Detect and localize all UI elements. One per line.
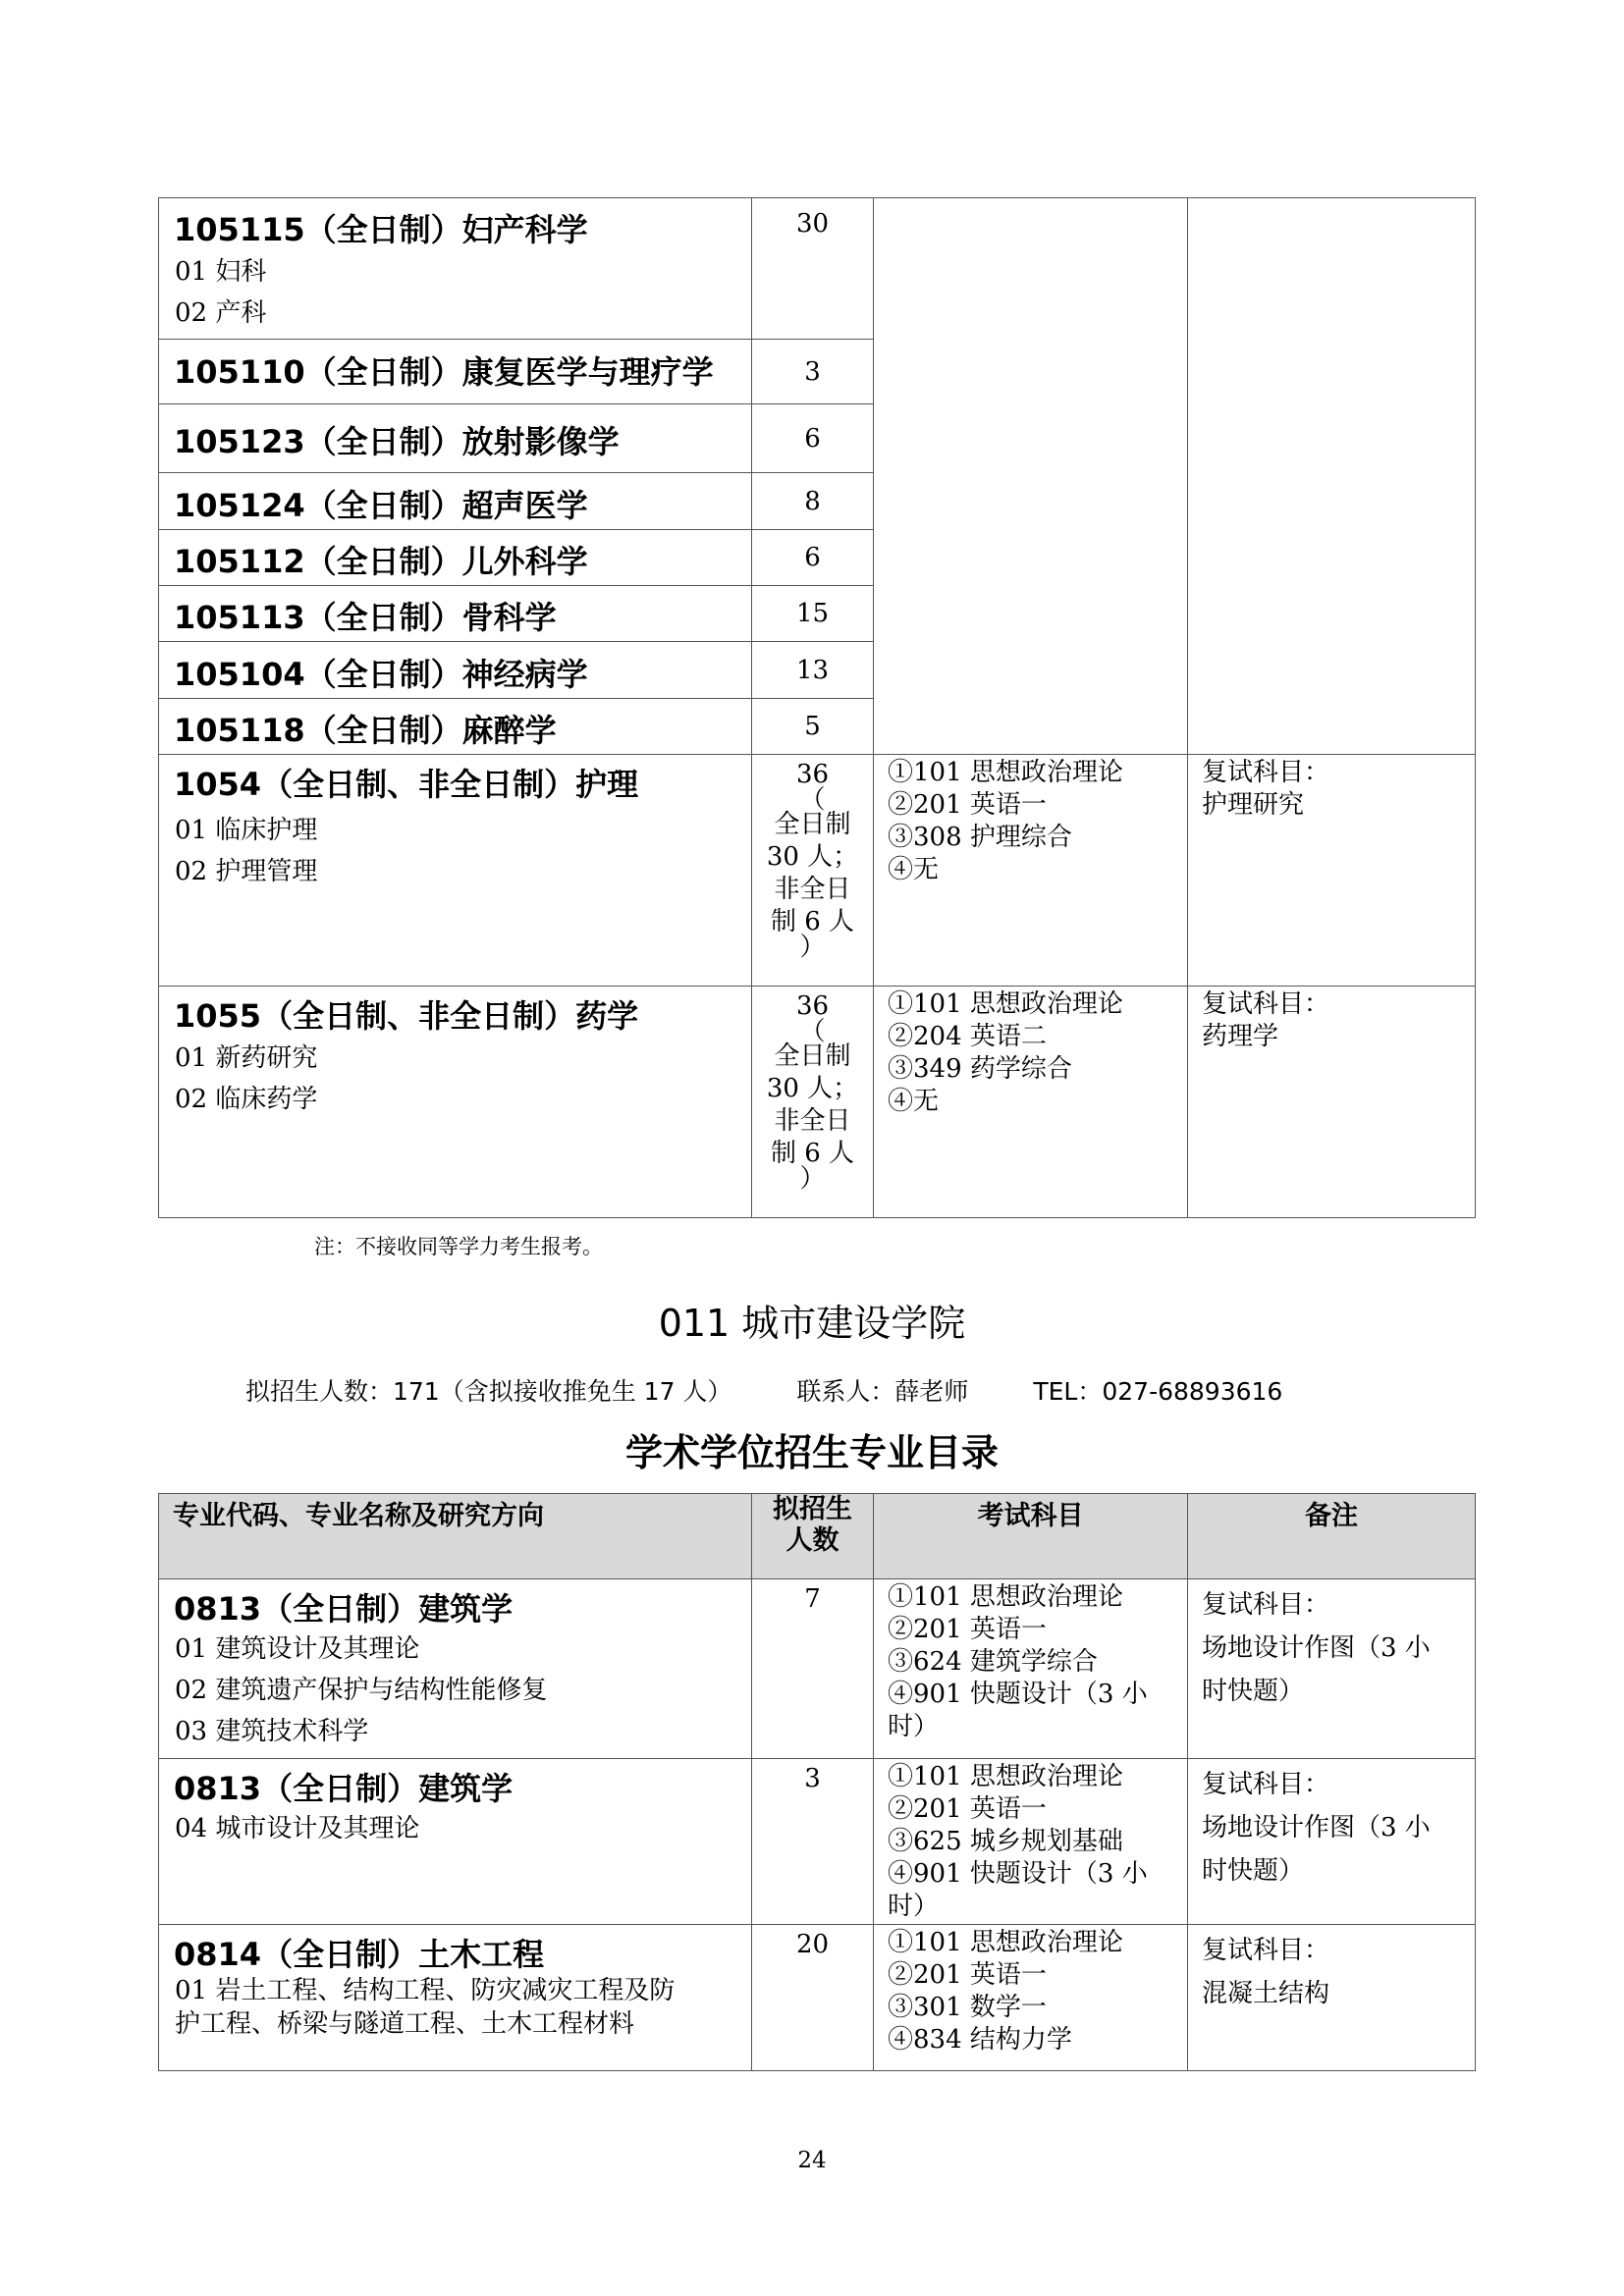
note-value: 时快题）	[1202, 1677, 1305, 1706]
count-paren: （	[799, 1017, 826, 1046]
contact-tel: TEL：027-68893616	[1033, 1377, 1283, 1406]
enroll-count: 3	[804, 356, 821, 387]
table-row	[159, 1759, 1476, 1925]
major-name: 105115（全日制）妇产科学	[174, 211, 588, 248]
note-cell	[1188, 1579, 1476, 1759]
note-text	[1188, 987, 1475, 1053]
exam-item: ①101 思想政治理论	[888, 989, 1123, 1019]
major-cell	[159, 699, 752, 755]
exams-cell	[874, 987, 1188, 1218]
major-cell	[159, 586, 752, 642]
exam-item: ③625 城乡规划基础	[888, 1827, 1123, 1856]
exam-item: ①101 思想政治理论	[888, 1928, 1123, 1957]
major-cell	[159, 530, 752, 586]
enroll-count: 6	[804, 423, 821, 454]
note-value: 混凝土结构	[1202, 1979, 1330, 2008]
enroll-total: 拟招生人数：171（含拟接收推免生 17 人）	[245, 1377, 732, 1406]
count-paren: （	[799, 785, 826, 815]
exams-cell	[874, 1925, 1188, 2071]
research-direction: 01 临床护理	[175, 816, 318, 845]
count-line: 30 人；	[766, 842, 859, 872]
exams-cell-empty	[874, 198, 1188, 755]
major-name: 105110（全日制）康复医学与理疗学	[174, 352, 714, 391]
exam-item: ①101 思想政治理论	[888, 758, 1123, 787]
exam-list	[874, 1925, 1187, 2056]
research-direction: 01 妇科	[175, 257, 267, 287]
enroll-count: 20	[795, 1930, 830, 1959]
exam-item: ①101 思想政治理论	[888, 1582, 1123, 1612]
major-cell	[159, 340, 752, 404]
note-text	[1188, 1759, 1475, 1893]
enroll-count: 15	[795, 599, 830, 628]
count-cell	[752, 1925, 874, 2071]
note-value: 场地设计作图（3 小	[1202, 1813, 1431, 1842]
enroll-count: 13	[795, 655, 830, 685]
header-exams: 考试科目	[874, 1494, 1188, 1579]
header-note: 备注	[1188, 1494, 1476, 1579]
note-cell	[1188, 755, 1476, 987]
exam-list	[874, 1759, 1187, 1923]
exam-item: 时）	[888, 1892, 940, 1921]
count-cell	[752, 699, 874, 755]
major-cell	[159, 987, 752, 1218]
count-total: 36	[795, 760, 830, 789]
major-name: 1054（全日制、非全日制）护理	[174, 766, 639, 803]
count-line: 30 人；	[766, 1074, 859, 1103]
exam-item: ④无	[888, 1087, 940, 1116]
major-name: 105113（全日制）骨科学	[174, 599, 557, 636]
note-cell-empty	[1188, 198, 1476, 755]
table-row	[159, 987, 1476, 1218]
enroll-count: 3	[804, 1764, 821, 1793]
major-name: 105118（全日制）麻醉学	[174, 712, 557, 749]
exam-list	[874, 1579, 1187, 1743]
exam-item: ②204 英语二	[888, 1022, 1047, 1051]
contact-person: 联系人：薛老师	[796, 1377, 969, 1406]
note-label: 复试科目：	[1202, 1936, 1330, 1965]
exam-item: ④834 结构力学	[888, 2025, 1072, 2055]
page-number: 24	[797, 2148, 827, 2173]
table-row	[159, 198, 1476, 340]
enrollment-table-architecture	[158, 1493, 1476, 2071]
note-cell	[1188, 1925, 1476, 2071]
note-value: 护理研究	[1202, 790, 1305, 820]
header-count	[752, 1494, 874, 1579]
major-name: 105112（全日制）儿外科学	[174, 543, 588, 580]
major-cell	[159, 404, 752, 473]
count-cell	[752, 198, 874, 340]
research-direction: 02 建筑遗产保护与结构性能修复	[175, 1676, 548, 1705]
note-text	[1188, 1579, 1475, 1713]
note-text	[1188, 755, 1475, 822]
major-name: 0813（全日制）建筑学	[174, 1770, 514, 1807]
research-direction: 02 产科	[175, 298, 267, 328]
research-direction: 01 岩土工程、结构工程、防灾减灾工程及防	[175, 1976, 676, 2005]
count-cell	[752, 1759, 874, 1925]
exam-item: ③301 数学一	[888, 1993, 1047, 2022]
exam-item: 时）	[888, 1712, 940, 1741]
exam-item: ①101 思想政治理论	[888, 1762, 1123, 1791]
exams-cell	[874, 1759, 1188, 1925]
major-name: 0813（全日制）建筑学	[174, 1590, 514, 1628]
note-cell	[1188, 1759, 1476, 1925]
exam-item: ④901 快题设计（3 小	[888, 1680, 1148, 1709]
count-cell	[752, 755, 874, 987]
count-line: 全日制	[774, 1041, 851, 1071]
note-label: 复试科目：	[1202, 1770, 1330, 1799]
major-cell	[159, 642, 752, 699]
college-title: 011 城市建设学院	[658, 1302, 966, 1345]
exam-item: ③349 药学综合	[888, 1054, 1072, 1084]
college-contact-line	[245, 1372, 1282, 1408]
enroll-count: 5	[804, 712, 821, 741]
major-cell	[159, 755, 752, 987]
major-name: 105104（全日制）神经病学	[174, 655, 588, 693]
count-cell	[752, 1579, 874, 1759]
count-line: 全日制	[774, 810, 851, 839]
enroll-count: 7	[804, 1584, 821, 1614]
exam-list	[874, 987, 1187, 1118]
exam-item: ②201 英语一	[888, 1960, 1047, 1990]
table-header-row	[159, 1494, 1476, 1579]
count-paren: ）	[799, 933, 826, 962]
count-line: 制 6 人	[770, 907, 855, 936]
major-name: 1055（全日制、非全日制）药学	[174, 997, 639, 1035]
exam-item: ④无	[888, 855, 940, 884]
note-value: 场地设计作图（3 小	[1202, 1633, 1431, 1663]
count-paren: ）	[799, 1164, 826, 1194]
exam-item: ③624 建筑学综合	[888, 1647, 1098, 1677]
major-cell	[159, 1925, 752, 2071]
table-row	[159, 1579, 1476, 1759]
exam-item: ②201 英语一	[888, 1794, 1047, 1824]
enrollment-table-medical	[158, 197, 1476, 1218]
catalog-title: 学术学位招生专业目录	[624, 1431, 999, 1474]
count-cell	[752, 340, 874, 404]
count-line: 非全日	[774, 875, 851, 904]
research-direction: 01 建筑设计及其理论	[175, 1634, 420, 1664]
research-direction: 04 城市设计及其理论	[175, 1814, 420, 1843]
count-cell	[752, 987, 874, 1218]
major-name: 0814（全日制）土木工程	[174, 1936, 545, 1973]
note-label: 复试科目：	[1202, 758, 1330, 787]
header-major: 专业代码、专业名称及研究方向	[159, 1494, 752, 1579]
exam-item: ②201 英语一	[888, 790, 1047, 820]
count-cell	[752, 473, 874, 530]
note-label: 复试科目：	[1202, 989, 1330, 1019]
count-cell	[752, 530, 874, 586]
major-cell	[159, 198, 752, 340]
exams-cell	[874, 1579, 1188, 1759]
enroll-count-breakdown	[752, 755, 873, 962]
exam-item: ②201 英语一	[888, 1615, 1047, 1644]
footnote: 注：不接收同等学力考生报考。	[314, 1235, 603, 1258]
major-name: 105123（全日制）放射影像学	[174, 422, 620, 460]
count-cell	[752, 586, 874, 642]
count-cell	[752, 404, 874, 473]
enroll-count: 8	[804, 486, 821, 516]
exam-list	[874, 755, 1187, 886]
research-direction: 02 临床药学	[175, 1085, 318, 1114]
header-count-line1: 拟招生	[773, 1494, 852, 1524]
major-cell	[159, 1579, 752, 1759]
research-direction: 03 建筑技术科学	[175, 1717, 369, 1746]
major-cell	[159, 1759, 752, 1925]
note-cell	[1188, 987, 1476, 1218]
count-total: 36	[795, 991, 830, 1021]
note-label: 复试科目：	[1202, 1590, 1330, 1620]
research-direction: 护工程、桥梁与隧道工程、土木工程材料	[175, 2009, 635, 2039]
count-line: 非全日	[774, 1106, 851, 1136]
major-name: 105124（全日制）超声医学	[174, 486, 588, 524]
enroll-count: 6	[804, 543, 821, 572]
enroll-count: 30	[795, 209, 830, 239]
count-line: 制 6 人	[770, 1139, 855, 1168]
count-cell	[752, 642, 874, 699]
exam-item: ④901 快题设计（3 小	[888, 1859, 1148, 1889]
note-value: 药理学	[1202, 1022, 1279, 1051]
header-count-line2: 人数	[785, 1525, 839, 1556]
table-row	[159, 1925, 1476, 2071]
note-text	[1188, 1925, 1475, 2015]
research-direction: 01 新药研究	[175, 1043, 318, 1073]
exam-item: ③308 护理综合	[888, 823, 1072, 852]
note-value: 时快题）	[1202, 1856, 1305, 1886]
table-row	[159, 755, 1476, 987]
research-direction: 02 护理管理	[175, 857, 318, 886]
enroll-count-breakdown	[752, 987, 873, 1194]
exams-cell	[874, 755, 1188, 987]
major-cell	[159, 473, 752, 530]
